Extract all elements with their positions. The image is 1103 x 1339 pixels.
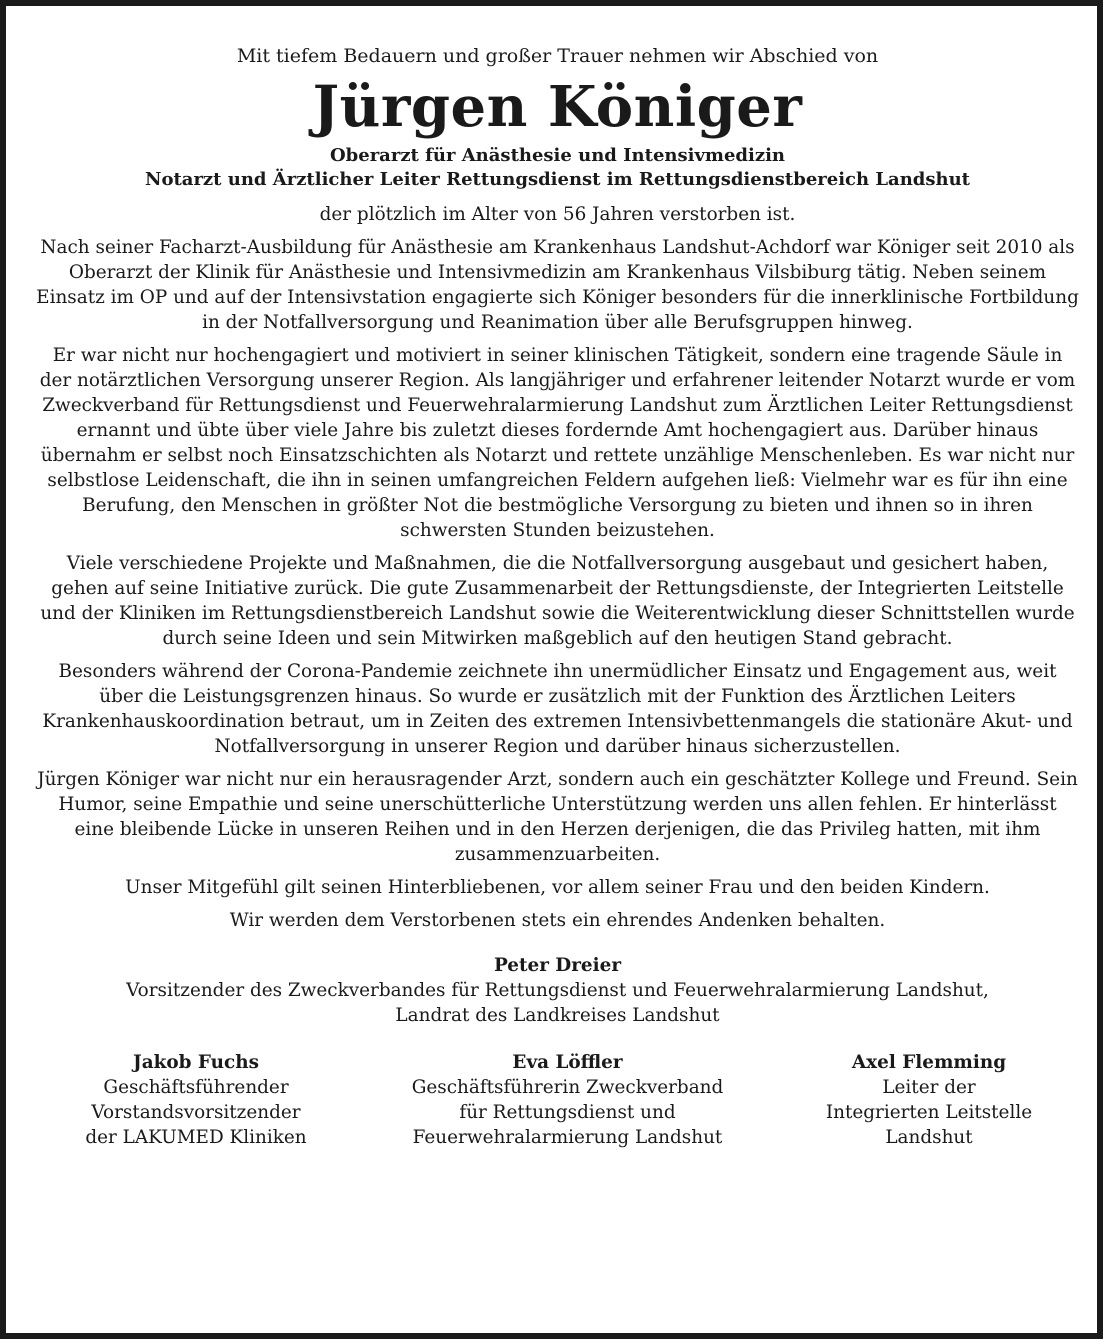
signer-title: Geschäftsführender [103,1077,289,1098]
signers-row [36,1050,1079,1150]
signer-title: der LAKUMED Kliniken [85,1127,307,1148]
paragraph: Jürgen Königer war nicht nur ein herausragender Arzt, sondern auch ein geschätzter Kollege und Freund. Sein Humor, seine Empathie und seine unerschütterliche Unterstützung werden uns allen fehlen. Er hinterlässt eine bleibende Lücke in unseren Reihen und in den Herzen derjenigen, die das Privileg hatten, mit ihm zusammenzuarbeiten. [37,769,1078,865]
paragraph: Nach seiner Facharzt-Ausbildung für Anästhesie am Krankenhaus Landshut-Achdorf war Königer seit 2010 als Oberarzt der Klinik für Anästhesie und Intensivmedizin am Krankenhaus Vilsbiburg tätig. Neben seinem Einsatz im OP und auf der Intensivstation engagierte sich Königer besonders für die innerklinische Fortbildung in der Notfallversorgung und Reanimation über alle Berufsgruppen hinweg. [36,237,1079,333]
paragraph: Viele verschiedene Projekte und Maßnahmen, die die Notfallversorgung ausgebaut und gesichert haben, gehen auf seine Initiative zurück. Die gute Zusammenarbeit der Rettungsdienste, der Integrierten Leitstelle und der Kliniken im Rettungsdienstbereich Landshut sowie die Weiterentwicklung dieser Schnittstellen wurde durch seine Ideen und sein Mitwirken maßgeblich auf den heutigen Stand gebracht. [40,553,1075,649]
deceased-name: Jürgen Königer [312,74,803,140]
signer-title: für Rettungsdienst und [459,1102,676,1123]
signer-title: Geschäftsführerin Zweckverband [411,1077,724,1098]
signer-title: Integrierten Leitstelle [825,1102,1033,1123]
signer-name: Eva Löffler [512,1052,623,1073]
role-line: Oberarzt für Anästhesie und Intensivmedizin [329,145,785,166]
signer-column [36,1050,356,1150]
signer-title: Landshut [885,1127,973,1148]
signer-title: Vorsitzender des Zweckverbandes für Rettungsdienst und Feuerwehralarmierung Landshut, [126,980,989,1001]
signer-name: Jakob Fuchs [133,1052,259,1073]
paragraph: Wir werden dem Verstorbenen stets ein ehrendes Andenken behalten. [229,910,886,931]
signer-title: Feuerwehralarmierung Landshut [412,1127,723,1148]
signer-name: Axel Flemming [851,1052,1007,1073]
signer-column [378,1050,758,1150]
signer-title: Landrat des Landkreises Landshut [395,1005,720,1026]
paragraph: Unser Mitgefühl gilt seinen Hinterbliebenen, vor allem seiner Frau und den beiden Kindern. [125,877,990,898]
role-line: Notarzt und Ärztlicher Leiter Rettungsdienst im Rettungsdienstbereich Landshut [145,169,970,190]
age-line: der plötzlich im Alter von 56 Jahren verstorben ist. [319,204,796,225]
signer-title: Vorstandsvorsitzender [91,1102,301,1123]
signer-column [779,1050,1079,1150]
signer-title: Leiter der [882,1077,976,1098]
paragraph: Er war nicht nur hochengagiert und motiviert in seiner klinischen Tätigkeit, sondern eine tragende Säule in der notärztlichen Versorgung unserer Region. Als langjähriger und erfahrener leitender Notarzt wurde er vom Zweckverband für Rettungsdienst und Feuerwehralarmierung Landshut zum Ärztlichen Leiter Rettungsdienst ernannt und übte über viele Jahre bis zuletzt dieses fordernde Amt hochengagiert aus. Darüber hinaus übernahm er selbst noch Einsatzschichten als Notarzt und rettete unzählige Menschenleben. Es war nicht nur selbstlose Leidenschaft, die ihn in seinen umfangreichen Feldern aufgehen ließ: Vielmehr war es für ihn eine Berufung, den Menschen in größter Not die bestmögliche Versorgung zu bieten und ihnen so in ihren schwersten Stunden beizustehen. [39,345,1076,541]
notice-content [36,44,1079,1150]
signer-name: Peter Dreier [493,955,622,976]
intro-line: Mit tiefem Bedauern und großer Trauer nehmen wir Abschied von [236,45,879,67]
main-signer [36,953,1079,1028]
paragraph: Besonders während der Corona-Pandemie zeichnete ihn unermüdlicher Einsatz und Engagement aus, weit über die Leistungsgrenzen hinaus. So wurde er zusätzlich mit der Funktion des Ärztlichen Leiters Krankenhauskoordination betraut, um in Zeiten des extremen Intensivbettenmangels die stationäre Akut- und Notfallversorgung in unserer Region und darüber hinaus sicherzustellen. [42,661,1073,757]
